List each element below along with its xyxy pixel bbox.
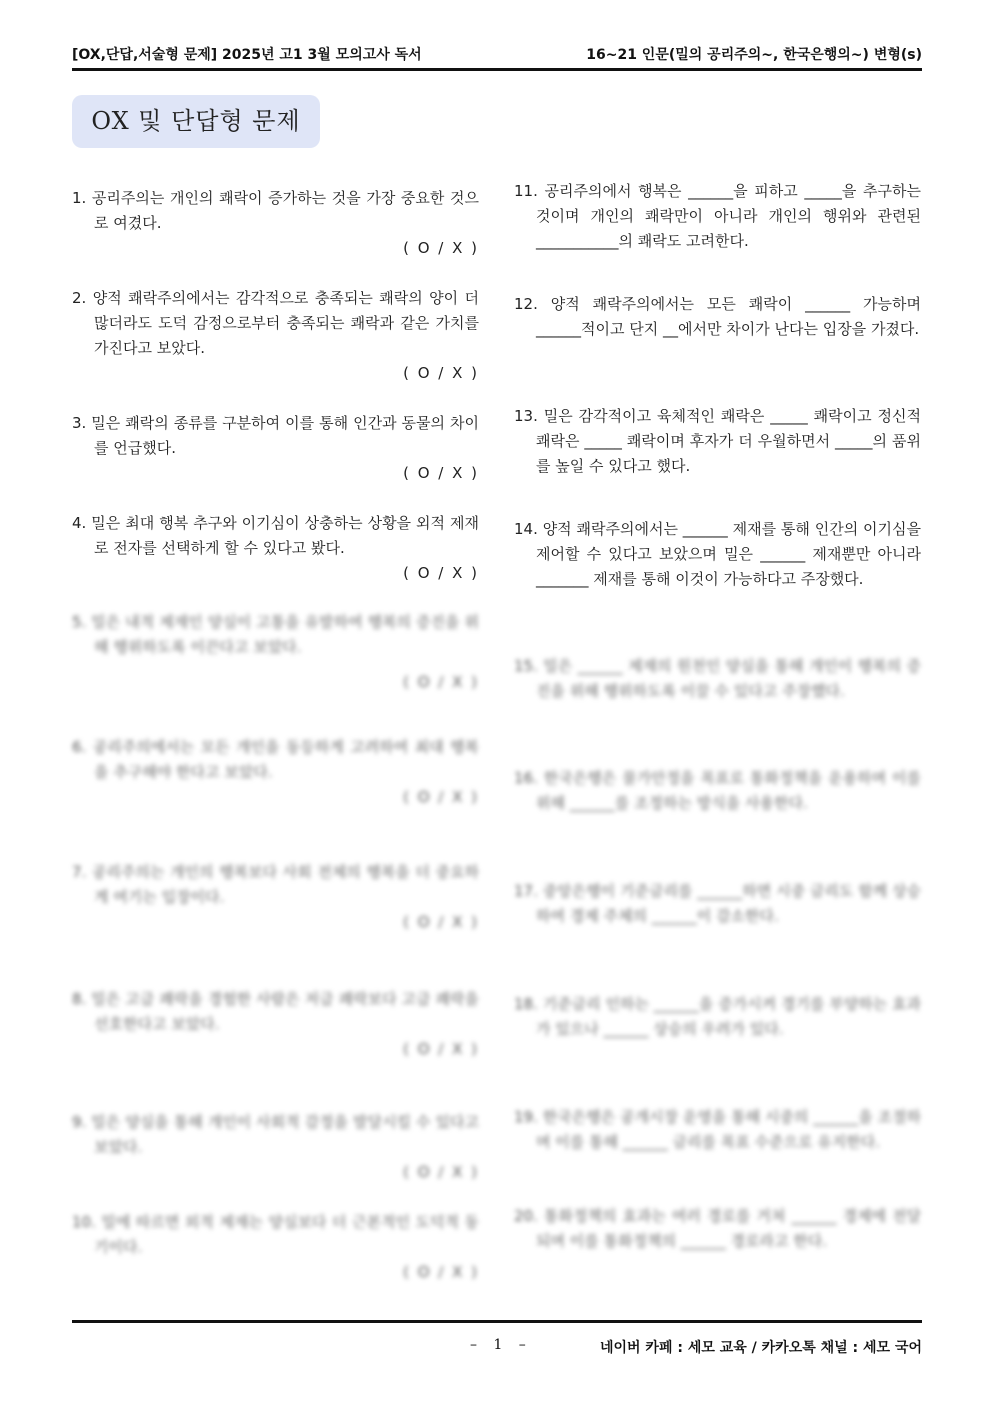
header-subtitle: 16~21 인문(밀의 공리주의~, 한국은행의~) 변형(s) <box>586 47 922 63</box>
question-text: 17. 중앙은행이 기준금리를 ______하면 시중 금리도 함께 상승하여 경제 주체의 ______이 감소한다. <box>514 882 921 925</box>
question-text: 20. 통화정책의 효과는 여러 경로를 거쳐 ______ 경제에 전달되며 이를 통화정책의 ______ 경로라고 한다. <box>514 1207 921 1250</box>
ox-mark: ( O / X ) <box>403 673 479 691</box>
question-text: 12. 양적 쾌락주의에서는 모든 쾌락이 ______ 가능하며 ______적이고 단지 __에서만 차이가 난다는 입장을 가졌다. <box>514 295 921 338</box>
ox-mark: ( O / X ) <box>403 364 479 382</box>
question-text: 18. 기준금리 인하는 ______을 증가시켜 경기를 부양하는 효과가 있으나 ______ 상승의 우려가 있다. <box>514 995 921 1038</box>
question-text: 14. 양적 쾌락주의에서는 ______ 제재를 통해 인간의 이기심을 제어할 수 있다고 보았으며 밀은 ______ 제재뿐만 아니라 _______ 제재를 통해 이것이 가능하다고 주장했다. <box>514 520 921 588</box>
header-rule <box>72 68 922 71</box>
question-text: 4. 밀은 최대 행복 추구와 이기심이 상충하는 상황을 외적 제재로 전자를 선택하게 할 수 있다고 봤다. <box>72 514 479 557</box>
footer-rule <box>72 1320 922 1323</box>
question-20 <box>514 1204 921 1254</box>
question-13 <box>514 404 921 479</box>
question-16 <box>514 766 921 816</box>
question-15 <box>514 654 921 704</box>
question-10 <box>72 1210 479 1285</box>
question-text: 13. 밀은 감각적이고 육체적인 쾌락은 _____ 쾌락이고 정신적 쾌락은 _____ 쾌락이며 후자가 더 우월하면서 _____의 품위를 높일 수 있다고 했다. <box>514 407 921 475</box>
question-text: 6. 공리주의에서는 모든 개인을 동등하게 고려하여 최대 행복을 추구해야 한다고 보았다. <box>72 738 479 781</box>
question-text: 2. 양적 쾌락주의에서는 감각적으로 충족되는 쾌락의 양이 더 많더라도 도덕 감정으로부터 충족되는 쾌락과 같은 가치를 가진다고 보았다. <box>72 289 479 357</box>
header-title: [OX,단답,서술형 문제] 2025년 고1 3월 모의고사 독서 <box>72 47 422 63</box>
ox-mark: ( O / X ) <box>403 1263 479 1281</box>
question-4 <box>72 511 479 586</box>
ox-mark: ( O / X ) <box>403 1040 479 1058</box>
question-8 <box>72 987 479 1062</box>
question-text: 15. 밀은 ______ 제재의 원천인 양심을 통해 개인이 행복의 증진을 위해 행위하도록 이끌 수 있다고 주장했다. <box>514 657 921 700</box>
page-number: – 1 – <box>470 1337 532 1353</box>
question-18 <box>514 992 921 1042</box>
question-text: 19. 한국은행은 공개시장 운영을 통해 시중의 ______을 조절하며 이를 통해 ______ 금리를 목표 수준으로 유지한다. <box>514 1108 921 1151</box>
question-5 <box>72 610 479 695</box>
question-6 <box>72 735 479 810</box>
question-text: 9. 밀은 양심을 통해 개인이 사회적 감정을 발달시킬 수 있다고 보았다. <box>72 1113 479 1156</box>
ox-mark: ( O / X ) <box>403 788 479 806</box>
question-text: 11. 공리주의에서 행복은 ______을 피하고 _____을 추구하는 것이며 개인의 쾌락만이 아니라 개인의 행위와 관련된 ___________의 쾌락도 고려한다. <box>514 182 921 250</box>
question-text: 10. 밀에 따르면 외적 제재는 양심보다 더 근본적인 도덕적 동기이다. <box>72 1213 479 1256</box>
question-text: 5. 밀은 내적 제재인 양심이 고통을 유발하여 행복의 증진을 위해 행위하도록 이끈다고 보았다. <box>72 613 479 656</box>
question-12 <box>514 292 921 342</box>
question-text: 3. 밀은 쾌락의 종류를 구분하여 이를 통해 인간과 동물의 차이를 언급했다. <box>72 414 479 457</box>
ox-mark: ( O / X ) <box>403 239 479 257</box>
question-9 <box>72 1110 479 1185</box>
question-17 <box>514 879 921 929</box>
question-text: 16. 한국은행은 물가안정을 목표로 통화정책을 운용하며 이를 위해 ______를 조정하는 방식을 사용한다. <box>514 769 921 812</box>
ox-mark: ( O / X ) <box>403 464 479 482</box>
question-11 <box>514 179 921 254</box>
question-text: 8. 밀은 고급 쾌락을 경험한 사람은 저급 쾌락보다 고급 쾌락을 선호한다고 보았다. <box>72 990 479 1033</box>
ox-mark: ( O / X ) <box>403 564 479 582</box>
question-7 <box>72 860 479 935</box>
question-14 <box>514 517 921 592</box>
page-footer <box>72 1337 922 1359</box>
section-title: OX 및 단답형 문제 <box>72 95 320 148</box>
question-19 <box>514 1105 921 1155</box>
question-3 <box>72 411 479 486</box>
question-text: 1. 공리주의는 개인의 쾌락이 증가하는 것을 가장 중요한 것으로 여겼다. <box>72 189 479 232</box>
question-text: 7. 공리주의는 개인의 행복보다 사회 전체의 행복을 더 중요하게 여기는 입장이다. <box>72 863 479 906</box>
question-1 <box>72 186 479 261</box>
ox-mark: ( O / X ) <box>403 913 479 931</box>
question-2 <box>72 286 479 386</box>
ox-mark: ( O / X ) <box>403 1163 479 1181</box>
page-header <box>72 44 922 68</box>
footer-credit: 네이버 카페 : 세모 교육 / 카카오톡 채널 : 세모 국어 <box>599 1340 922 1356</box>
